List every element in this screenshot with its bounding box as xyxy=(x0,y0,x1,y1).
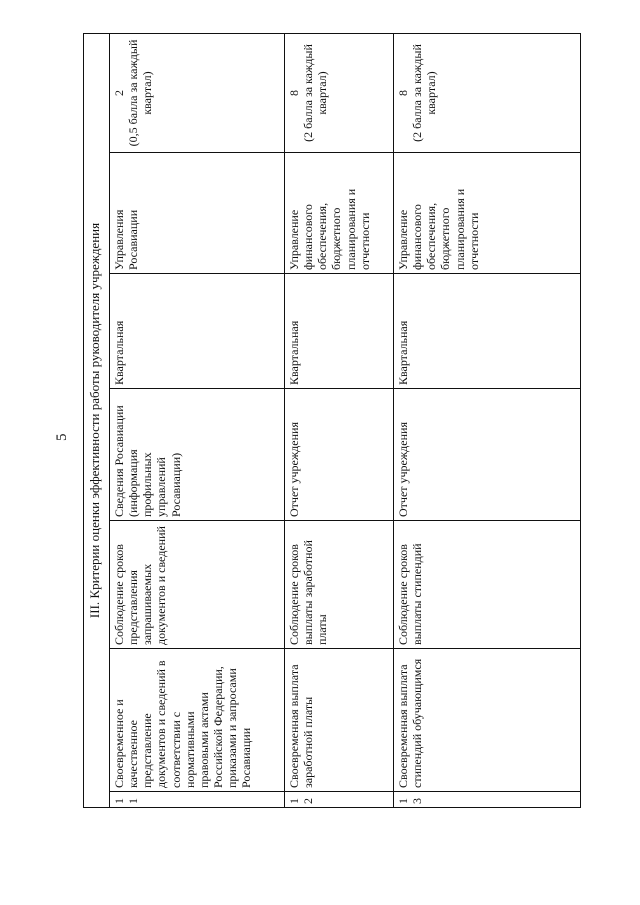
table-row xyxy=(394,33,581,807)
table-row xyxy=(110,33,285,807)
source-cell: Отчет учреждения xyxy=(285,389,394,521)
row-number: 12 xyxy=(285,792,394,808)
table-row xyxy=(285,33,394,807)
page-number: 5 xyxy=(54,433,70,441)
criterion-cell: Своевременная выплата стипендий обучающимся xyxy=(394,649,581,792)
points-cell: 8 (2 балла за каждый квартал) xyxy=(394,33,581,152)
row-number: 13 xyxy=(394,792,581,808)
row-number: 11 xyxy=(110,792,285,808)
section-title: III. Критерии оценки эффективности работы руководителя учреждения xyxy=(84,33,110,807)
indicator-cell: Соблюдение сроков выплаты стипендий xyxy=(394,521,581,649)
criterion-cell: Своевременное и качественное представление документов и сведений в соответствии с нормативными правовыми актами Российской Федерации, приказами и запросами Росавиации xyxy=(110,649,285,792)
responsible-cell: Управление финансового обеспечения, бюджетного планирования и отчетности xyxy=(285,153,394,274)
criterion-cell: Своевременная выплата заработной платы xyxy=(285,649,394,792)
responsible-cell: Управления Росавиации xyxy=(110,153,285,274)
indicator-cell: Соблюдение сроков выплаты заработной платы xyxy=(285,521,394,649)
source-cell: Отчет учреждения xyxy=(394,389,581,521)
indicator-cell: Соблюдение сроков представления запрашиваемых документов и сведений xyxy=(110,521,285,649)
source-cell: Сведения Росавиации (информация профильных управлений Росавиации) xyxy=(110,389,285,521)
periodicity-cell: Квартальная xyxy=(394,274,581,389)
periodicity-cell: Квартальная xyxy=(110,274,285,389)
periodicity-cell: Квартальная xyxy=(285,274,394,389)
criteria-table-wrapper xyxy=(83,34,610,808)
rotated-page-content xyxy=(83,34,610,808)
section-title-row xyxy=(84,33,110,807)
responsible-cell: Управление финансового обеспечения, бюджетного планирования и отчетности xyxy=(394,153,581,274)
points-cell: 8 (2 балла за каждый квартал) xyxy=(285,33,394,152)
criteria-table xyxy=(83,33,581,808)
points-cell: 2 (0,5 балла за каждый квартал) xyxy=(110,33,285,152)
